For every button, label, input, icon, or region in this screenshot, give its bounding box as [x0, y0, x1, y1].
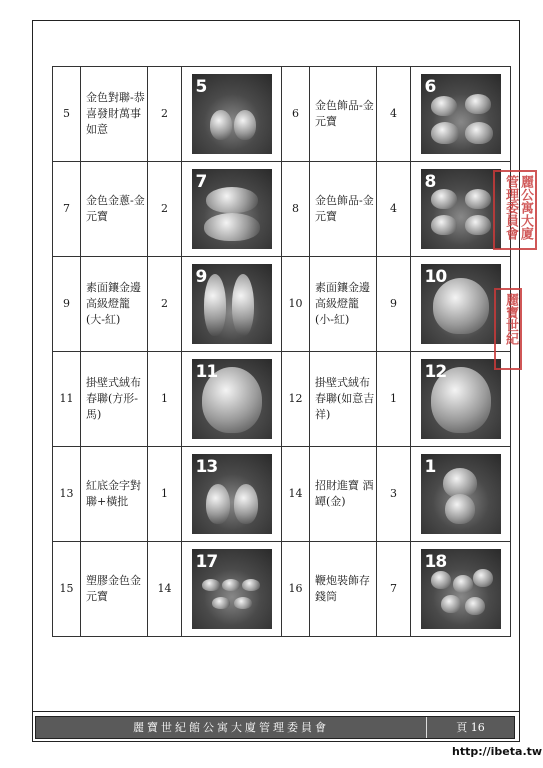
table-row — [53, 257, 511, 352]
item-table — [52, 66, 511, 637]
committee-seal-stamp: 麗公寓大廈管理委員會 — [493, 170, 537, 250]
item-photo-cell — [182, 352, 282, 447]
photo-object-shape — [234, 597, 252, 609]
photo-object-shape — [202, 579, 220, 591]
item-number: 16 — [282, 542, 310, 637]
table-row — [53, 67, 511, 162]
item-quantity: 2 — [148, 257, 182, 352]
photo-number-label: 13 — [195, 457, 218, 477]
photo-object-shape — [232, 274, 254, 336]
item-number: 9 — [53, 257, 81, 352]
item-name: 掛壁式絨布春聯(方形-馬) — [81, 352, 148, 447]
item-number: 15 — [53, 542, 81, 637]
item-name: 金色飾品-金元寶 — [310, 67, 377, 162]
item-name: 金色對聯-恭喜發財萬事如意 — [81, 67, 148, 162]
item-quantity: 9 — [377, 257, 411, 352]
item-number: 14 — [282, 447, 310, 542]
photo-object-shape — [204, 213, 260, 241]
item-name: 招財進寶 酒罈(金) — [310, 447, 377, 542]
photo-number-label: 6 — [424, 77, 436, 97]
photo-object-shape — [465, 189, 491, 209]
footer-page-number: 頁 16 — [456, 721, 485, 734]
item-photo — [192, 454, 272, 534]
photo-number-label: 10 — [424, 267, 447, 287]
item-photo — [421, 169, 501, 249]
item-photo-cell — [411, 67, 511, 162]
item-number: 10 — [282, 257, 310, 352]
photo-object-shape — [441, 595, 461, 613]
item-photo — [421, 74, 501, 154]
item-name: 金色飾品-金元寶 — [310, 162, 377, 257]
photo-object-shape — [234, 110, 256, 140]
item-name: 素面鑲金邊高級燈籠(小-紅) — [310, 257, 377, 352]
page-footer — [32, 711, 520, 742]
item-quantity: 4 — [377, 67, 411, 162]
photo-object-shape — [206, 484, 230, 524]
item-number: 7 — [53, 162, 81, 257]
footer-organization: 麗寶世紀館公寓大廈管理委員會 — [133, 721, 329, 734]
item-quantity: 7 — [377, 542, 411, 637]
photo-number-label: 5 — [195, 77, 207, 97]
item-photo — [421, 359, 501, 439]
item-number: 12 — [282, 352, 310, 447]
photo-object-shape — [210, 110, 232, 140]
item-number: 6 — [282, 67, 310, 162]
photo-number-label: 17 — [195, 552, 218, 572]
footer-bar — [35, 716, 515, 739]
item-photo — [192, 74, 272, 154]
building-seal-stamp: 麗寶世紀 — [494, 288, 522, 370]
item-photo-cell — [182, 67, 282, 162]
table-row — [53, 447, 511, 542]
item-name: 金色金蔥-金元寶 — [81, 162, 148, 257]
item-name: 素面鑲金邊高級燈籠(大-紅) — [81, 257, 148, 352]
photo-object-shape — [222, 579, 240, 591]
item-photo-cell — [411, 542, 511, 637]
item-quantity: 2 — [148, 67, 182, 162]
item-quantity: 4 — [377, 162, 411, 257]
item-photo — [421, 454, 501, 534]
item-quantity: 1 — [377, 352, 411, 447]
photo-number-label: 9 — [195, 267, 207, 287]
photo-object-shape — [473, 569, 493, 587]
photo-object-shape — [445, 494, 475, 524]
photo-object-shape — [453, 575, 473, 593]
item-photo — [192, 549, 272, 629]
item-photo-cell — [182, 162, 282, 257]
item-quantity: 3 — [377, 447, 411, 542]
table-row — [53, 352, 511, 447]
table-row — [53, 162, 511, 257]
photo-object-shape — [206, 187, 258, 213]
item-quantity: 1 — [148, 447, 182, 542]
item-name: 掛壁式絨布春聯(如意吉祥) — [310, 352, 377, 447]
photo-number-label: 8 — [424, 172, 436, 192]
photo-number-label: 11 — [195, 362, 218, 382]
photo-number-label: 18 — [424, 552, 447, 572]
item-photo — [192, 359, 272, 439]
photo-object-shape — [465, 597, 485, 615]
item-photo-cell — [182, 542, 282, 637]
item-photo-cell — [182, 257, 282, 352]
item-photo-cell — [411, 447, 511, 542]
table-row — [53, 542, 511, 637]
item-number: 5 — [53, 67, 81, 162]
item-quantity: 2 — [148, 162, 182, 257]
photo-object-shape — [431, 215, 457, 235]
photo-number-label: 12 — [424, 362, 447, 382]
item-name: 紅底金字對聯+橫批 — [81, 447, 148, 542]
item-photo — [192, 264, 272, 344]
photo-object-shape — [204, 274, 226, 336]
photo-object-shape — [212, 597, 230, 609]
photo-object-shape — [465, 122, 493, 144]
photo-object-shape — [242, 579, 260, 591]
item-quantity: 1 — [148, 352, 182, 447]
item-number: 11 — [53, 352, 81, 447]
photo-object-shape — [234, 484, 258, 524]
photo-number-label: 7 — [195, 172, 207, 192]
item-photo-cell — [182, 447, 282, 542]
watermark-url: http://ibeta.tw — [452, 745, 543, 758]
item-quantity: 14 — [148, 542, 182, 637]
photo-number-label: 1 — [424, 457, 436, 477]
photo-object-shape — [431, 122, 459, 144]
item-photo — [192, 169, 272, 249]
item-number: 13 — [53, 447, 81, 542]
photo-object-shape — [465, 94, 491, 114]
item-number: 8 — [282, 162, 310, 257]
item-photo — [421, 549, 501, 629]
item-name: 塑膠金色金元寶 — [81, 542, 148, 637]
photo-object-shape — [465, 215, 491, 235]
item-photo — [421, 264, 501, 344]
item-name: 鞭炮裝飾存錢筒 — [310, 542, 377, 637]
